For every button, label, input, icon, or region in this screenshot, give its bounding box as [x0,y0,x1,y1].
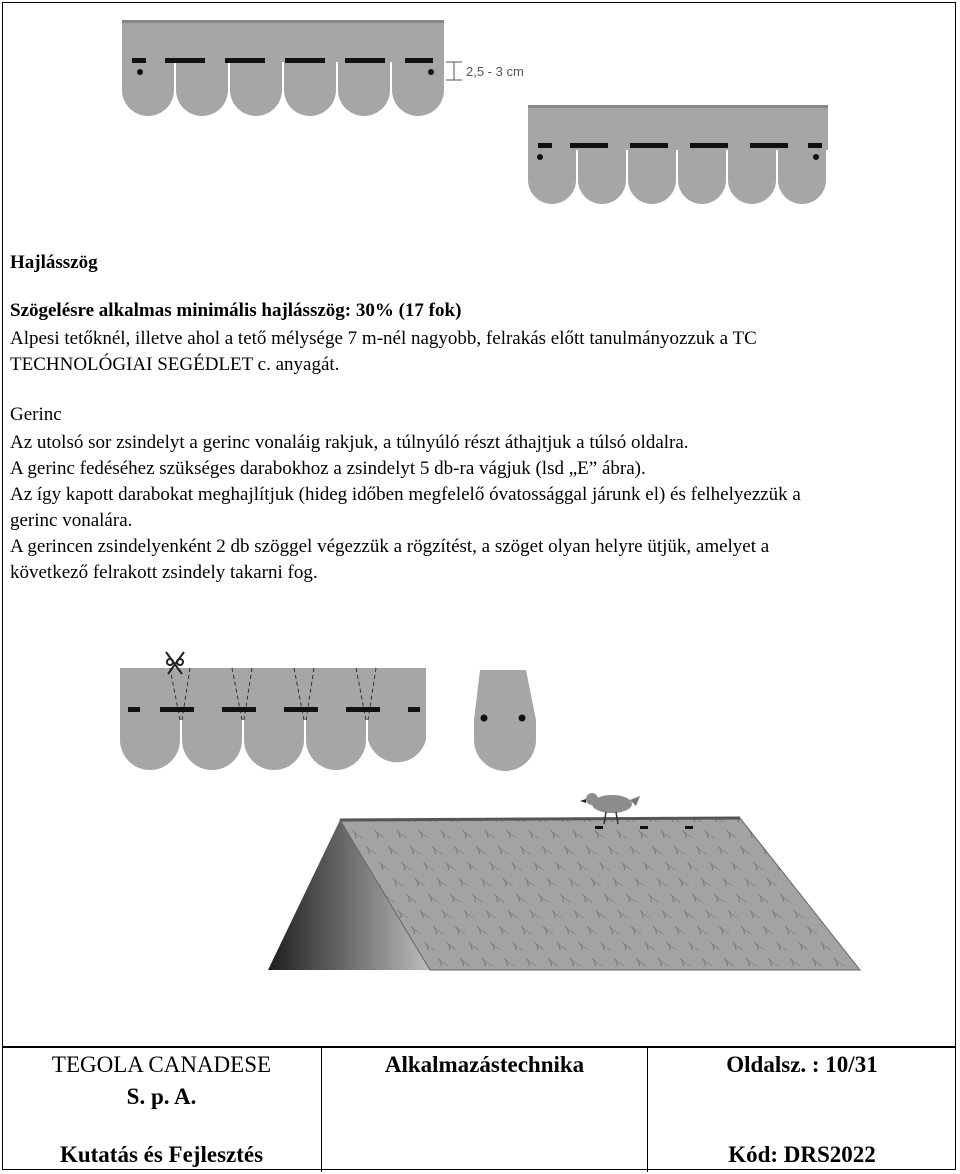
section-title-hajlasszog: Hajlásszög [10,252,98,273]
footer-title-cell [322,1048,648,1172]
ridge-text-line: A gerincen zsindelyenként 2 db szöggel végezzük a rögzítést, a szöget olyan helyre ütjük, amelyet a [10,536,770,557]
company-name: TEGOLA CANADESE [51,1052,272,1077]
pitch-text-line: Alpesi tetőknél, illetve ahol a tető mélysége 7 m-nél nagyobb, felrakás előtt tanulmányozzuk a TC [10,328,757,349]
roof-illustration [0,790,960,990]
ridge-text-line: Az utolsó sor zsindelyt a gerinc vonaláig rakjuk, a túlnyúló részt áthajtjuk a túlsó oldalra. [10,432,689,453]
page-number: Oldalsz. : 10/31 [726,1052,878,1077]
ridge-text-line: Az így kapott darabokat meghajlítjuk (hideg időben megfelelő óvatossággal járunk el) és felhelyezzük a [10,484,801,505]
department-label: Kutatás és Fejlesztés [59,1142,264,1167]
document-code: Kód: DRS2022 [728,1142,876,1167]
footer-company-cell [2,1048,322,1172]
dimension-label: 2,5 - 3 cm [466,64,524,79]
ridge-text-line: A gerinc fedéséhez szükséges darabokhoz a zsindelyt 5 db-ra vágjuk (lsd „E” ábra). [10,458,646,479]
shingle-overlap-diagram [0,0,960,240]
ridge-text-line: következő felrakott zsindely takarni fog. [10,562,318,583]
pitch-text-line: TECHNOLÓGIAI SEGÉDLET c. anyagát. [10,354,340,375]
ridge-text-line: gerinc vonalára. [10,510,133,531]
min-pitch-subtitle: Szögelésre alkalmas minimális hajlásszög: 30% (17 fok) [10,300,462,321]
footer-page-cell [648,1048,956,1172]
document-title: Alkalmazástechnika [384,1052,585,1077]
company-suffix: S. p. A. [126,1084,197,1109]
section-title-gerinc: Gerinc [10,404,62,425]
document-footer [2,1046,956,1172]
